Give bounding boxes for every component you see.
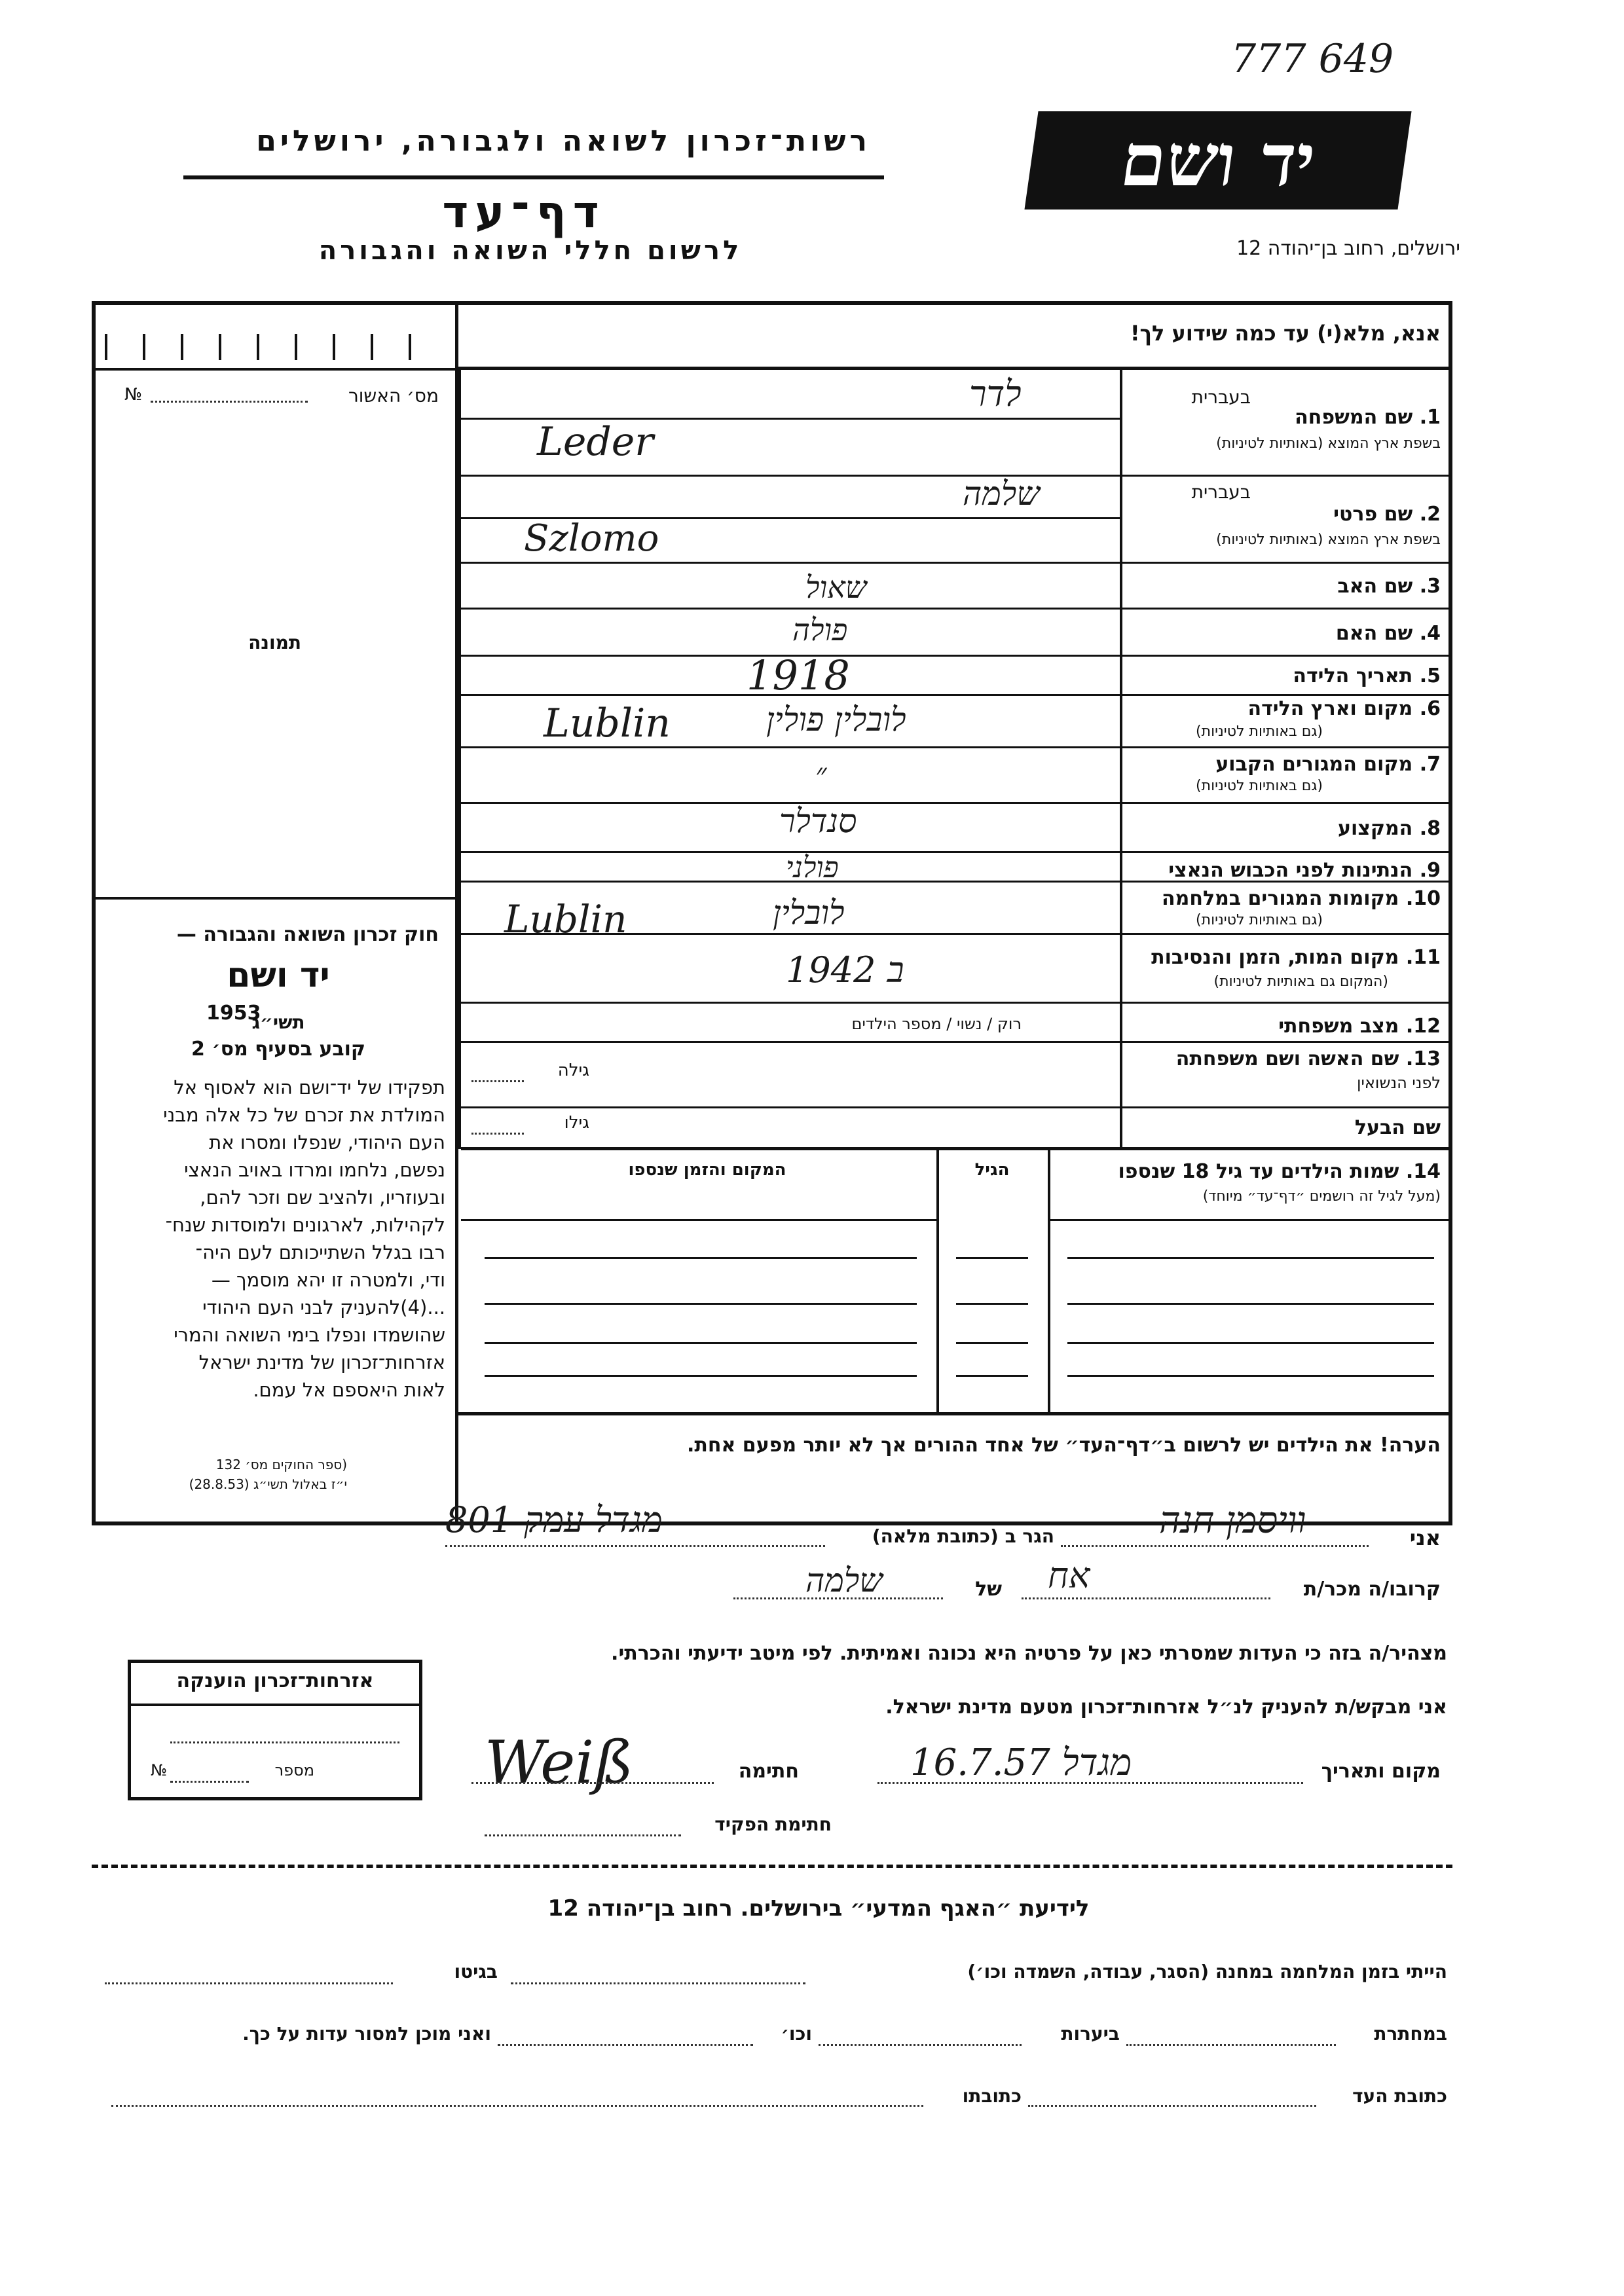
- field-2-label: [1225, 503, 1441, 526]
- field-10-value-lat[interactable]: Lublin: [504, 897, 627, 941]
- row-divider: [1122, 608, 1452, 610]
- footer-line2-a: במחתרת: [1374, 2023, 1447, 2045]
- law-text-line: ובעוזריו, ולהציב שם וזכר להם,: [200, 1186, 445, 1209]
- field-13-label: [1126, 1048, 1441, 1070]
- decl-signature-value[interactable]: Weiß: [485, 1728, 634, 1797]
- children-row-line: [1067, 1375, 1434, 1377]
- field-14-num: 14.: [1405, 1160, 1441, 1183]
- field-3-label: [1225, 575, 1441, 598]
- field-12-num: 12.: [1405, 1015, 1441, 1038]
- footer-line2-b: ביערות: [1061, 2023, 1120, 2045]
- field-1-num: 1.: [1419, 406, 1441, 429]
- yad-vashem-logo: [1024, 111, 1411, 210]
- value-line: [461, 608, 1120, 610]
- field-9-value[interactable]: פולני: [786, 851, 839, 884]
- children-header-line: [1050, 1219, 1452, 1221]
- children-col-divider: [936, 1150, 939, 1412]
- footer-line3-b: כתובתו: [962, 2085, 1022, 2107]
- row-divider: [1122, 851, 1452, 853]
- field-1-label-text: שם המשפחה: [1295, 406, 1413, 429]
- law-text-line: לאות היאספם אל עמם.: [253, 1379, 445, 1401]
- decl-relation-line: [1022, 1597, 1270, 1599]
- field-2-heb-label: בעברית: [1191, 481, 1251, 503]
- field-14-label: [1054, 1160, 1441, 1183]
- decl-official-sig-line: [485, 1834, 681, 1836]
- children-age-col: הגיל: [974, 1160, 1010, 1180]
- children-row-line: [956, 1342, 1028, 1344]
- tick-marks: [105, 334, 445, 360]
- children-row-line: [956, 1257, 1028, 1259]
- field-6-num: 6.: [1419, 697, 1441, 720]
- children-col-divider: [1048, 1150, 1050, 1412]
- law-text-line: אזרחות־זכרון של מדינת ישראל: [198, 1351, 445, 1374]
- left-panel-rule: [92, 897, 457, 900]
- field-6-sub: (גם באותיות לטיניות): [1196, 723, 1323, 740]
- citizenship-title-line: [128, 1704, 422, 1706]
- decl-of-label: של: [975, 1578, 1002, 1601]
- tick-baseline: [92, 368, 457, 371]
- authority-underline: [183, 175, 884, 179]
- field-1-sub: בשפת ארץ המוצא (באותיות לטיניות): [1216, 435, 1441, 452]
- decl-signature-label: חתימה: [738, 1760, 799, 1783]
- authority-line: רשות־זכרון לשואה ולגבורה, ירושלים: [256, 124, 871, 158]
- decl-official-sig-label: חתימת הפקיד: [714, 1813, 832, 1835]
- field-4-label-text: שם האם: [1335, 622, 1413, 645]
- field-6-label-text: מקום וארץ הלידה: [1247, 697, 1413, 720]
- field-3-label-text: שם האב: [1337, 575, 1413, 598]
- decl-i-label: אני: [1409, 1525, 1441, 1550]
- field-3-num: 3.: [1419, 575, 1441, 598]
- law-text-line: שהושמדו ונפלו בימי השואה והמרי: [174, 1324, 445, 1346]
- field-1-value-heb[interactable]: לדר: [969, 373, 1022, 414]
- field-1-value-lat[interactable]: Leder: [537, 419, 654, 465]
- field-13-age-label: גילה: [557, 1061, 589, 1080]
- footer-forest-field[interactable]: [819, 2044, 1022, 2046]
- law-clause: קובע בסעיף מס׳ 2: [191, 1038, 366, 1061]
- row-divider: [1122, 1106, 1452, 1108]
- decl-i-value[interactable]: וויסמן חנה: [1159, 1499, 1306, 1542]
- citizenship-no-sign: №: [151, 1761, 167, 1779]
- field-5-value[interactable]: 1918: [747, 651, 850, 699]
- children-row-line: [485, 1257, 917, 1259]
- note-top-line: [458, 1412, 1452, 1415]
- decl-relation-label: קרובו/ה מכר/ת: [1303, 1578, 1441, 1601]
- footer-ghetto-field[interactable]: [105, 1982, 393, 1984]
- footer-line2-c: וכו׳: [781, 2023, 812, 2045]
- field-6-value-lat[interactable]: Lublin: [544, 701, 671, 746]
- field-12-label-text: מצב משפחתי: [1278, 1015, 1399, 1038]
- value-line: [461, 1041, 1120, 1043]
- field-11-sub: (המקום גם באותיות לטיניות): [1213, 974, 1388, 990]
- field-2-num: 2.: [1419, 503, 1441, 526]
- decl-request: אני מבקש/ת להעניק לנ״ל אזרחות־זכרון מטעם מדינת ישראל.: [885, 1696, 1447, 1719]
- footer-notice: לידיעת ״האגף המדעי״ בירושלים. רחוב בן־יהודה 12: [547, 1895, 1090, 1922]
- footer-line1-field[interactable]: [511, 1982, 805, 1984]
- husband-age-line[interactable]: [471, 1133, 524, 1135]
- field-2-value-heb[interactable]: שלמה: [963, 475, 1040, 513]
- field-8-value[interactable]: סנדלר: [779, 802, 857, 840]
- field-13-label-text: שם האשה ושם משפחתה: [1175, 1048, 1399, 1070]
- field-9-label-text: הנתינות לפני הכבוש הנאצי: [1168, 859, 1413, 882]
- law-title: חוק זכרון השואה והגבורה —: [176, 923, 439, 946]
- field-4-value[interactable]: פולה: [792, 612, 848, 647]
- field-11-value[interactable]: ב 1942: [786, 949, 904, 991]
- citizenship-no-label: מספר: [274, 1761, 314, 1779]
- law-text-line: רבו בגלל השתייכותם לעם היה־: [195, 1241, 445, 1264]
- children-row-line: [485, 1342, 917, 1344]
- footer-line3-a: כתובת העד: [1352, 2085, 1447, 2107]
- decl-place-date-line: [877, 1782, 1303, 1784]
- field-5-num: 5.: [1419, 665, 1441, 687]
- field-2-sub: בשפת ארץ המוצא (באותיות לטיניות): [1216, 532, 1441, 548]
- decl-place-date-label: מקום ותאריך: [1321, 1760, 1441, 1783]
- value-line: [461, 562, 1120, 564]
- decl-residing-line: [445, 1545, 825, 1547]
- field-7-label-text: מקום המגורים הקבוע: [1215, 753, 1413, 776]
- field-7-label: [1179, 753, 1441, 776]
- field-5-label-text: תאריך הלידה: [1293, 665, 1413, 687]
- field-9-num: 9.: [1419, 859, 1441, 882]
- row-divider: [1122, 746, 1452, 748]
- children-place-col: המקום והזמן שנספו: [628, 1160, 786, 1180]
- field-13-age-line[interactable]: [471, 1080, 524, 1082]
- logo-text: יד ושם: [1115, 118, 1321, 202]
- decl-statement: מצהיר/ה בזה כי העדות שמסרתי כאן על פרטיה היא נכונה ואמיתית. לפי מיטב ידיעתי והכרתי.: [611, 1642, 1447, 1665]
- row-divider: [1122, 1002, 1452, 1004]
- law-source-1: (ספר החוקים מס׳ 132: [215, 1457, 347, 1472]
- law-text-line: המולדת את זכרם של כל אלה מבני: [163, 1104, 445, 1126]
- field-14-label-text: שמות הילדים עד גיל 18 שנספו: [1118, 1160, 1399, 1183]
- field-2-value-lat[interactable]: Szlomo: [524, 517, 659, 560]
- law-text-line: ודי, ולמטרה זו יהא מוסמך —: [211, 1269, 445, 1291]
- children-row-line: [956, 1375, 1028, 1377]
- approval-label: מס׳ האשור: [348, 385, 439, 407]
- field-8-num: 8.: [1419, 817, 1441, 840]
- law-text-line: העם היהודי, שנפלו ומסרו את: [209, 1131, 445, 1154]
- row-divider: [1122, 655, 1452, 657]
- decl-place-date-value[interactable]: מגדל 16.7.57: [910, 1741, 1132, 1784]
- address: ירושלים, רחוב בן־יהודה 12: [1236, 237, 1460, 260]
- law-text-line: תפקידו של יד־ושם הוא לאסוף אל: [174, 1076, 445, 1099]
- row-divider: [1122, 1041, 1452, 1043]
- decl-residing-label: הגר ב (כתובת מלאה): [872, 1525, 1054, 1547]
- value-line: [461, 1106, 1120, 1108]
- field-4-num: 4.: [1419, 622, 1441, 645]
- children-row-line: [485, 1303, 917, 1305]
- field-13-sub: לפני הנשואין: [1356, 1074, 1441, 1092]
- label-column-divider: [1120, 370, 1122, 1149]
- row-divider: [1122, 475, 1452, 477]
- footer-address-field[interactable]: [111, 2105, 923, 2107]
- footer-dashed-rule: [92, 1865, 1452, 1868]
- children-row-line: [1067, 1303, 1434, 1305]
- footer-etc-field[interactable]: [498, 2044, 753, 2046]
- field-1-label: [1225, 406, 1441, 429]
- decl-signature-line: [471, 1782, 714, 1784]
- archive-number: 777 649: [1231, 36, 1394, 82]
- husband-label: שם הבעל: [1354, 1116, 1441, 1139]
- footer-witness-field[interactable]: [1028, 2105, 1316, 2107]
- law-name: יד ושם: [227, 956, 330, 995]
- citizenship-line[interactable]: [170, 1741, 399, 1743]
- law-source-2: י״ז באלול תשי״ג (28.8.53): [189, 1476, 347, 1492]
- field-4-label: [1225, 622, 1441, 645]
- row-divider: [1122, 802, 1452, 804]
- value-line: [461, 1002, 1120, 1004]
- decl-residing-value[interactable]: מגדל עמק 801: [445, 1499, 663, 1540]
- approval-field[interactable]: [151, 401, 308, 403]
- field-2-label-text: שם פרטי: [1333, 503, 1413, 526]
- husband-age-label: גילו: [564, 1113, 589, 1133]
- form-title: דף־עד: [442, 187, 606, 238]
- field-6-label: [1179, 697, 1441, 720]
- law-text: [98, 1074, 445, 1404]
- children-row-line: [956, 1303, 1028, 1305]
- field-7-sub: (גם באותיות לטיניות): [1196, 778, 1323, 794]
- row-divider: [1122, 694, 1452, 696]
- law-text-line: נפשם, נלחמו ומרדו באויב הנאצי: [184, 1159, 445, 1181]
- approval-no-sign: №: [124, 385, 143, 405]
- field-11-label: [1126, 946, 1441, 969]
- children-row-line: [1067, 1342, 1434, 1344]
- field-7-value[interactable]: ״: [815, 756, 827, 792]
- instructions-underline: [458, 367, 1452, 370]
- instructions: אנא, מלא(י) עד כמה שידוע לך!: [1130, 321, 1441, 346]
- field-11-num: 11.: [1405, 946, 1441, 969]
- law-year-heb: תשי״ג: [251, 1011, 305, 1033]
- children-header-line: [461, 1219, 936, 1221]
- footer-line1-b: בגיטו: [454, 1961, 498, 1982]
- law-year: 1953: [206, 1002, 261, 1025]
- row-divider: [1122, 562, 1452, 564]
- citizenship-box-title: אזרחות־זכרון הוענקה: [176, 1669, 374, 1692]
- field-1-heb-label: בעברית: [1191, 386, 1251, 408]
- field-6-value-heb[interactable]: לובלין פולין: [766, 701, 906, 738]
- decl-relation-value[interactable]: אח: [1048, 1555, 1090, 1596]
- row-divider: [1122, 933, 1452, 935]
- field-10-value-heb[interactable]: לובלין: [773, 894, 845, 932]
- decl-of-value[interactable]: שלמה: [805, 1561, 883, 1599]
- value-line: [461, 1147, 1452, 1150]
- field-11-label-text: מקום המות, הזמן והנסיבות: [1151, 946, 1399, 969]
- law-text-line: לקהילות, לארגונים ולמוסדות שנח־: [165, 1214, 445, 1236]
- decl-i-line: [1061, 1545, 1369, 1547]
- photo-label: תמונה: [248, 632, 301, 653]
- decl-of-line: [733, 1597, 943, 1599]
- field-5-label: [1225, 665, 1441, 687]
- field-10-sub: (גם באותיות לטיניות): [1196, 912, 1323, 928]
- footer-line2-d: ואני מוכן למסור עדות על כך.: [242, 2023, 491, 2045]
- field-14-sub: (מעל לגיל זה רושמים ״דף־עד״ מיוחד): [1202, 1188, 1441, 1205]
- field-8-label: [1225, 817, 1441, 840]
- field-10-label: [1126, 887, 1441, 910]
- field-8-label-text: המקצוע: [1337, 817, 1413, 840]
- citizenship-no-line[interactable]: [170, 1781, 249, 1783]
- children-row-line: [1067, 1257, 1434, 1259]
- field-9-label: [1126, 859, 1441, 882]
- form-subtitle: לרשום חללי השואה והגבורה: [318, 236, 743, 266]
- law-text-line: ...(4)להעניק לבני העם היהודי: [202, 1296, 445, 1319]
- value-area-left-line: [458, 370, 461, 1149]
- field-7-num: 7.: [1419, 753, 1441, 776]
- field-3-value[interactable]: שאול: [805, 570, 867, 605]
- field-12-options[interactable]: רוק / נשוי / מספר הילדים: [851, 1015, 1022, 1033]
- field-13-num: 13.: [1405, 1048, 1441, 1070]
- field-10-label-text: מקומות המגורים במלחמה: [1162, 887, 1399, 910]
- children-row-line: [485, 1375, 917, 1377]
- value-line: [461, 746, 1120, 748]
- footer-underground-field[interactable]: [1126, 2044, 1336, 2046]
- field-12-label: [1225, 1015, 1441, 1038]
- field-10-num: 10.: [1405, 887, 1441, 910]
- note: הערה! את הילדים יש לרשום ב״דף־העד״ של אחד ההורים אך לא יותר מפעם אחת.: [687, 1434, 1441, 1457]
- footer-line1-a: הייתי בזמן המלחמה במחנה (הסגר, עבודה, השמדה וכו׳): [967, 1961, 1447, 1982]
